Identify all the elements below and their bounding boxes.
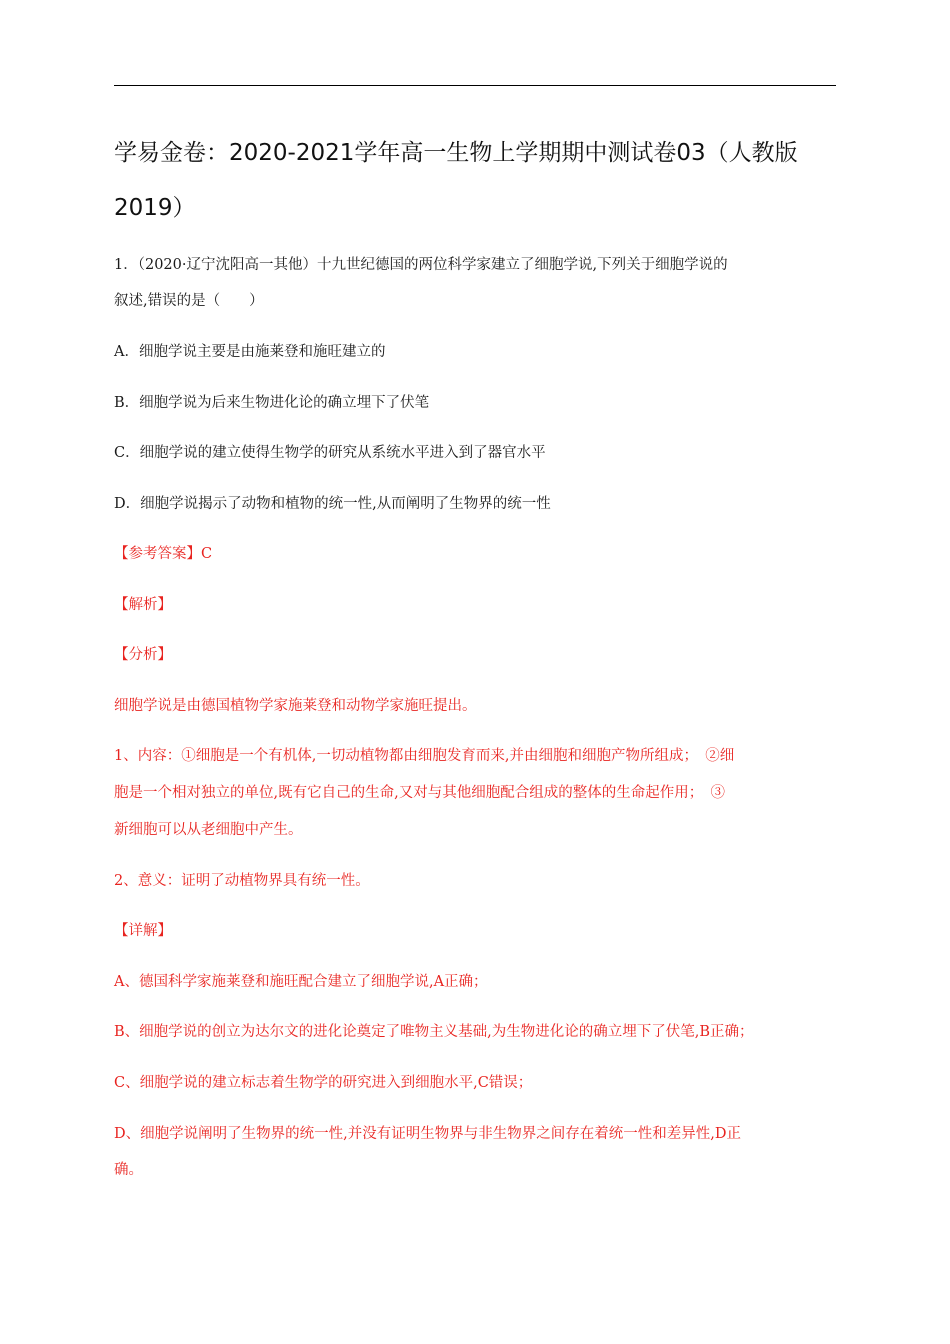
header-rule	[114, 85, 836, 86]
question-stem-line1: 1．（2020·辽宁沈阳高一其他）十九世纪德国的两位科学家建立了细胞学说,下列关于细胞学说的	[114, 257, 728, 273]
answer-line	[114, 536, 850, 572]
analysis-heading: 【解析】	[114, 597, 172, 613]
detail-b: B、细胞学说的创立为达尔文的进化论奠定了唯物主义基础,为生物进化论的确立埋下了伏笔,B正确；	[114, 1024, 754, 1040]
question-stem-line2: 叙述,错误的是（ ）	[114, 293, 264, 309]
option-c: C．细胞学说的建立使得生物学的研究从系统水平进入到了器官水平	[114, 445, 546, 461]
detail-heading: 【详解】	[114, 923, 172, 939]
analysis-intro: 细胞学说是由德国植物学家施莱登和动物学家施旺提出。	[114, 698, 477, 714]
analysis-meaning: 2、意义：证明了动植物界具有统一性。	[114, 873, 370, 889]
option-d: D．细胞学说揭示了动物和植物的统一性,从而阐明了生物界的统一性	[114, 496, 551, 512]
analysis-content-line2: 胞是一个相对独立的单位,既有它自己的生命,又对与其他细胞配合组成的整体的生命起作用； ③	[114, 785, 725, 801]
detail-c: C、细胞学说的建立标志着生物学的研究进入到细胞水平,C错误；	[114, 1075, 533, 1091]
document-title: 学易金卷：2020-2021学年高一生物上学期期中测试卷03（人教版2019）	[114, 140, 798, 221]
answer-label: 【参考答案】	[114, 546, 201, 562]
analysis-content-line1: 1、内容：①细胞是一个有机体,一切动植物都由细胞发育而来,并由细胞和细胞产物所组成； ②细	[114, 748, 735, 764]
option-b: B．细胞学说为后来生物进化论的确立埋下了伏笔	[114, 395, 430, 411]
detail-d-line2: 确。	[114, 1162, 143, 1178]
analysis-content-line3: 新细胞可以从老细胞中产生。	[114, 822, 303, 838]
option-a: A．细胞学说主要是由施莱登和施旺建立的	[114, 344, 386, 360]
detail-a: A、德国科学家施莱登和施旺配合建立了细胞学说,A正确；	[114, 974, 488, 990]
answer-value: C	[201, 546, 213, 562]
analysis-subheading: 【分析】	[114, 647, 172, 663]
detail-d-line1: D、细胞学说阐明了生物界的统一性,并没有证明生物界与非生物界之间存在着统一性和差异性,D正	[114, 1126, 741, 1142]
